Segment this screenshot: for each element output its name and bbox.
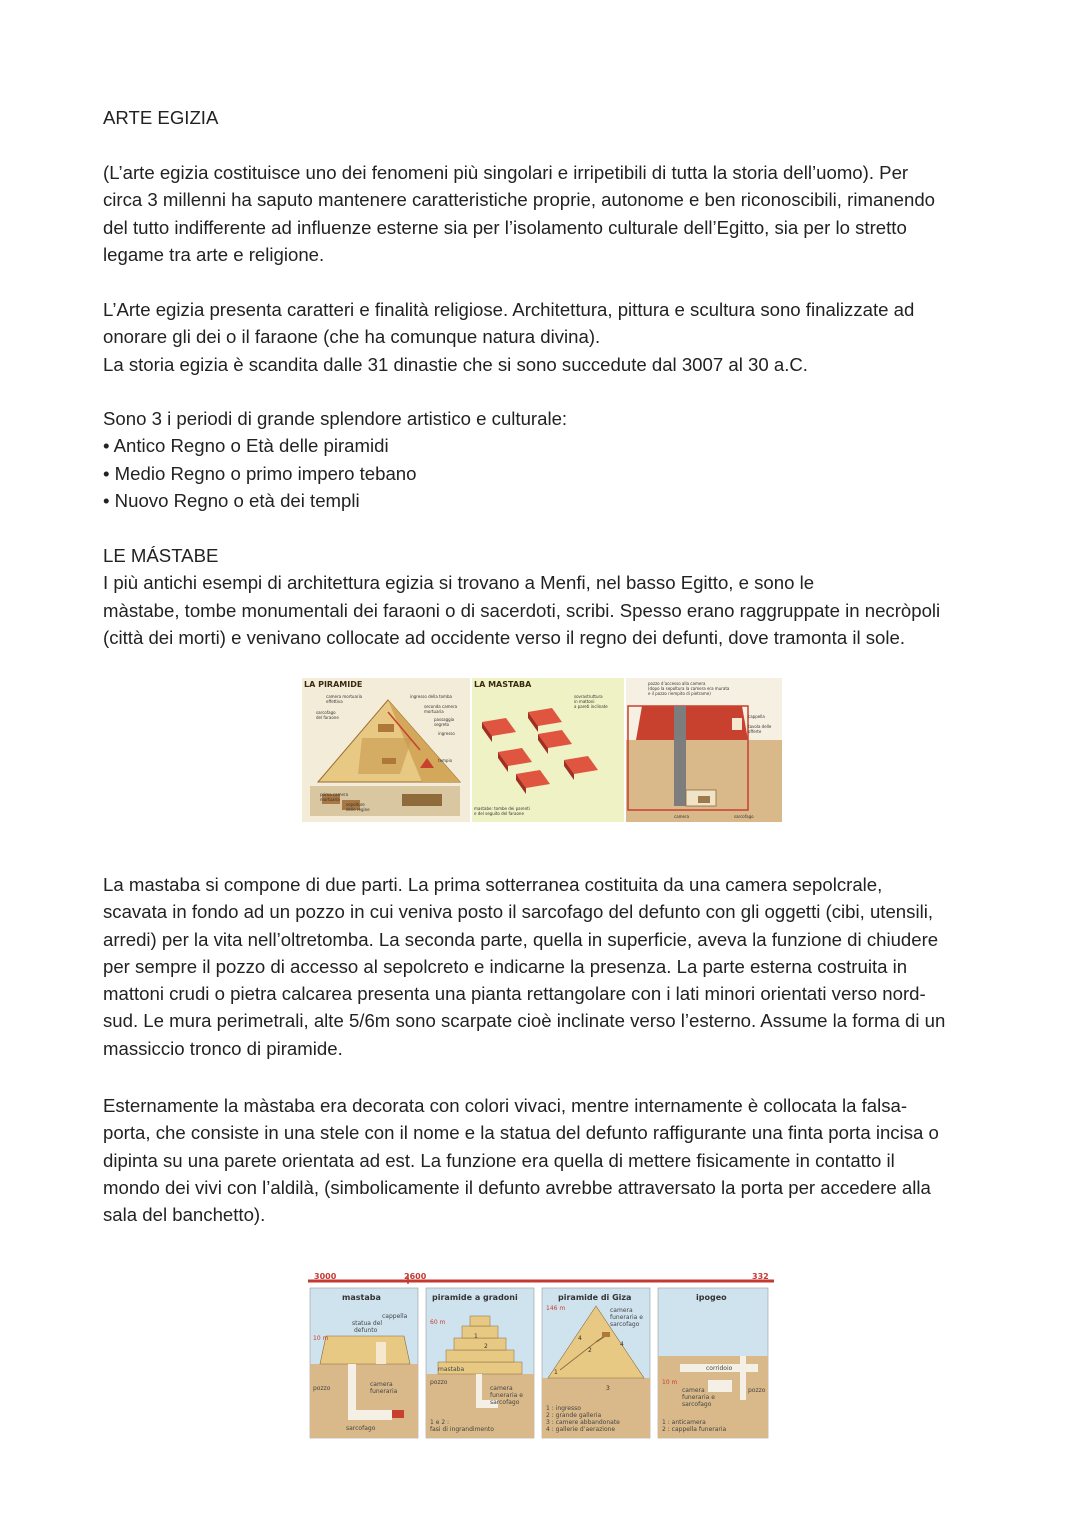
figure-label: e il pozzo riempito di pietrame)	[648, 691, 711, 696]
figure-label: sepolture	[346, 802, 365, 807]
mastaba-title: LA MASTABA	[474, 680, 532, 689]
falsa-porta-paragraph	[103, 1092, 983, 1228]
text-line: Esternamente la màstaba era decorata con colori vivaci, mentre internamente è collocata la falsa-	[103, 1095, 908, 1116]
figure-label: cappella	[748, 714, 765, 719]
period-item: • Antico Regno o Età delle piramidi	[103, 435, 389, 457]
temple-block	[402, 794, 442, 806]
mastabe-section	[103, 542, 983, 651]
figure-label: seconda camera	[424, 704, 458, 709]
figure-label: passaggio	[434, 717, 455, 722]
figure-label: delle regine	[346, 807, 370, 812]
figure-label: funeraria e	[610, 1314, 643, 1321]
text-line: porta, che consiste in una stele con il nome e la statua del defunto raffigurante una finta porta incisa o	[103, 1122, 939, 1144]
figure-label: 1	[474, 1333, 478, 1340]
figure-label: sarcofago	[610, 1321, 640, 1328]
panel-title: piramide a gradoni	[432, 1293, 518, 1302]
figure-label: sarcofago	[682, 1401, 712, 1408]
figure-label: funeraria e	[682, 1394, 715, 1401]
text-line: La storia egizia è scandita dalle 31 dinastie che si sono succedute dal 3007 al 30 a.C.	[103, 353, 808, 375]
figure-label: pozzo	[313, 1385, 331, 1392]
text-line: circa 3 millenni ha saputo mantenere caratteristiche proprie, autonome e ben riconoscibili, rimanendo	[103, 189, 935, 211]
figure-label: e del seguito del faraone	[474, 811, 524, 816]
figure-label: a pareti inclinate	[574, 704, 608, 709]
figure-label: effettiva	[326, 699, 343, 704]
figure-label: (dopo la sepoltura la camera era murata	[648, 686, 730, 691]
figure-label: camera mortuaria	[326, 694, 363, 699]
periods-list	[103, 405, 983, 514]
figure-label: funeraria e	[490, 1392, 523, 1399]
piramide-title: LA PIRAMIDE	[304, 680, 363, 689]
text-line: onorare gli dei o il faraone (che ha comunque natura divina).	[103, 326, 601, 348]
figure-label: 1	[554, 1369, 558, 1376]
panel-hypogeum	[658, 1288, 768, 1438]
figure-label: pozzo d’accesso alla camera	[648, 681, 706, 686]
text-line: del tutto indifferente ad influenze esterne sia per l’isolamento culturale dell’Egitto, sia per lo stretto	[103, 216, 907, 238]
intro-paragraph	[103, 159, 983, 268]
figure-label: camera	[490, 1385, 513, 1392]
figure-label: corridoio	[706, 1365, 733, 1372]
figure-label: camera	[610, 1307, 633, 1314]
text-line: sala del banchetto).	[103, 1204, 266, 1226]
period-item: • Medio Regno o primo impero tebano	[103, 462, 417, 484]
figure-label: sarcofago	[316, 710, 336, 715]
text-line: arredi) per la vita nell’oltretomba. La seconda parte, quella in superficie, aveva la funzione di chiudere	[103, 928, 939, 950]
figure-label: 60 m	[430, 1319, 446, 1326]
figure-label: sovrastruttura	[574, 694, 603, 699]
figure-label: 4 : gallerie d’aerazione	[546, 1426, 616, 1433]
figure-label: fasi di ingrandimento	[430, 1426, 494, 1433]
figure-label: 2 : grande galleria	[546, 1412, 602, 1419]
chapel	[732, 718, 742, 730]
figure-label: tavola delle	[748, 724, 772, 729]
timeline-year: 332	[752, 1272, 769, 1281]
figure-label: 3 : camere abbandonate	[546, 1419, 620, 1426]
mastaba-section-body	[636, 706, 748, 740]
text-line: mattoni crudi o pietra calcarea presenta una pianta rettangolare con i lati minori orientati verso nord-	[103, 983, 926, 1005]
figure-label: 3	[606, 1385, 610, 1392]
panel-title: piramide di Giza	[558, 1293, 632, 1302]
mastabe-heading: LE MÁSTABE	[103, 545, 219, 566]
main-heading-text: ARTE EGIZIA	[103, 107, 219, 128]
figure-label: 4	[620, 1341, 624, 1348]
religion-paragraph	[103, 296, 983, 378]
pyramid-mastaba-illustration	[302, 678, 782, 822]
figure-label: 146 m	[546, 1305, 566, 1312]
figure-label: 2	[588, 1347, 592, 1354]
figure-label: sarcofago	[490, 1399, 520, 1406]
second-chamber	[382, 758, 396, 764]
figure-label: sarcofago	[346, 1425, 376, 1432]
periods-intro: Sono 3 i periodi di grande splendore artistico e culturale:	[103, 408, 568, 429]
panel-step-pyramid	[426, 1288, 534, 1438]
figure-label: mastaba	[438, 1366, 465, 1373]
figure-label: prima camera	[320, 792, 349, 797]
figure-label: segreto	[434, 722, 450, 727]
tomb-evolution-illustration	[308, 1270, 774, 1442]
access-shaft	[674, 706, 686, 806]
panel-giza-pyramid	[542, 1288, 650, 1438]
figure-label: offerte	[748, 729, 762, 734]
figure-label: defunto	[354, 1327, 378, 1334]
figure-label: 2	[484, 1343, 488, 1350]
figure-label: cappella	[382, 1313, 408, 1320]
text-line: massiccio tronco di piramide.	[103, 1037, 343, 1059]
figure-label: mastabe: tombe dei parenti	[474, 806, 530, 811]
figure-label: camera	[682, 1387, 705, 1394]
timeline-year: 2600	[404, 1272, 427, 1281]
text-line: per sempre il pozzo di accesso al sepolcreto e indicarne la presenza. La parte esterna costruita in	[103, 955, 908, 977]
sarcophagus	[698, 796, 710, 803]
figure-label: pozzo	[748, 1387, 766, 1394]
figure-label: 1 : ingresso	[546, 1405, 581, 1412]
figure-label: 1 e 2 :	[430, 1419, 450, 1426]
text-line: mondo dei vivi con l’aldilà, (simbolicamente il defunto avrebbe attraversato la porta per accedere alla	[103, 1176, 931, 1198]
figure-label: in mattoni	[574, 699, 595, 704]
text-line: La mastaba si compone di due parti. La prima sotterranea costituita da una camera sepolcrale,	[103, 874, 883, 895]
text-line: L’Arte egizia presenta caratteri e finalità religiose. Architettura, pittura e scultura sono finalizzate ad	[103, 299, 915, 320]
figure-label: tempio	[438, 758, 453, 763]
text-line: sud. Le mura perimetrali, alte 5/6m sono scarpate cioè inclinate verso l’esterno. Assume la forma di un	[103, 1010, 946, 1032]
figure-label: mortuaria	[424, 709, 444, 714]
text-line: màstabe, tombe monumentali dei faraoni o di sacerdoti, scribi. Spesso erano raggruppate in necròpoli	[103, 599, 941, 621]
panel-mastaba	[310, 1288, 418, 1438]
text-line: (L’arte egizia costituisce uno dei fenomeni più singolari e irripetibili di tutta la storia dell’uomo). Per	[103, 162, 909, 183]
text-line: dipinta su una parete orientata ad est. La funzione era quella di mettere fisicamente in contatto il	[103, 1149, 895, 1171]
figure-label: funeraria	[370, 1388, 398, 1395]
figure-label: sarcofago	[734, 814, 754, 819]
figure-label: 2 : cappella funeraria	[662, 1426, 727, 1433]
figure-label: 10 m	[313, 1335, 329, 1342]
figure-label: ingresso della tomba	[410, 694, 452, 699]
figure-label: 4	[578, 1335, 582, 1342]
figure-label: statua del	[352, 1320, 383, 1327]
figure-label: camera	[370, 1381, 393, 1388]
panel-title: mastaba	[342, 1293, 381, 1302]
figure-label: pozzo	[430, 1379, 448, 1386]
figure-label: 10 m	[662, 1379, 678, 1386]
timeline-year: 3000	[314, 1272, 337, 1281]
text-line: scavata in fondo ad un pozzo in cui veniva posto il sarcofago del defunto con gli oggetti (cibi, utensili,	[103, 901, 934, 923]
text-line: (città dei morti) e venivano collocate ad occidente verso il regno dei defunti, dove tramonta il sole.	[103, 626, 906, 648]
figure-label: 1 : anticamera	[662, 1419, 706, 1426]
period-item: • Nuovo Regno o età dei templi	[103, 489, 360, 511]
figure-label: del faraone	[316, 715, 339, 720]
main-heading	[103, 104, 983, 131]
burial-chamber	[378, 724, 394, 732]
figure-label: ingresso	[438, 731, 455, 736]
mastaba-parts-paragraph	[103, 871, 983, 1062]
text-line: legame tra arte e religione.	[103, 243, 325, 265]
figure-label: mortuaria	[320, 797, 340, 802]
panel-title: ipogeo	[696, 1293, 727, 1302]
figure-label: camera	[674, 814, 690, 819]
text-line: I più antichi esempi di architettura egizia si trovano a Menfi, nel basso Egitto, e sono le	[103, 572, 815, 594]
